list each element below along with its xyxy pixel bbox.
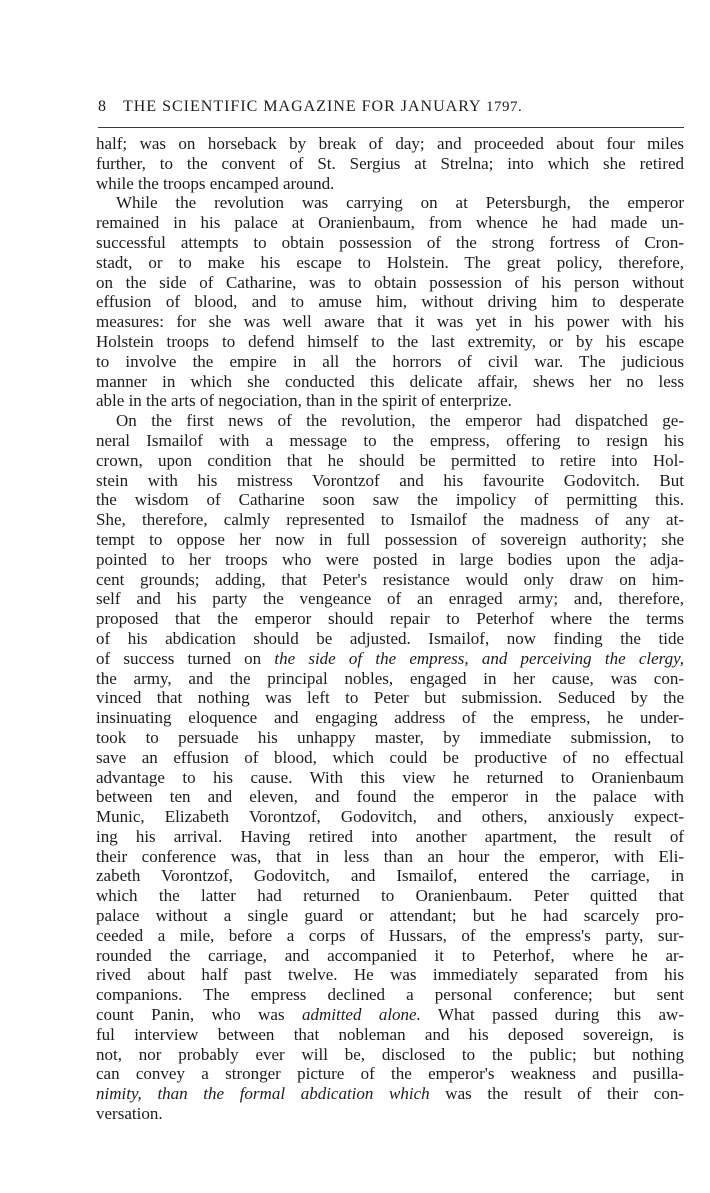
text-segment: measures: for she was well aware that it was yet in his power with his — [96, 312, 684, 332]
text-segment: not, nor probably ever will be, disclosed to the public; but nothing — [96, 1044, 684, 1064]
text-segment: self and his party the vengeance of an enraged army; and, therefore, — [96, 589, 684, 609]
text-line — [96, 312, 684, 332]
text-line — [96, 292, 684, 312]
text-line — [96, 1084, 684, 1104]
text-line — [96, 1005, 684, 1025]
text-segment: their conference was, that in less than an hour the emperor, with Eli- — [96, 846, 684, 866]
page-number: 8 — [98, 98, 107, 115]
text-line — [96, 708, 684, 728]
text-segment: the army, and the principal nobles, engaged in her cause, was con- — [96, 668, 684, 688]
text-segment: of success turned on — [96, 648, 275, 668]
text-segment: between ten and eleven, and found the emperor in the palace with — [96, 787, 684, 807]
text-line — [96, 926, 684, 946]
text-segment: successful attempts to obtain possession of the strong fortress of Cron- — [96, 232, 684, 252]
text-segment: the wisdom of Catharine soon saw the impolicy of permitting this. — [96, 490, 684, 510]
text-line — [96, 866, 684, 886]
text-segment: ceeded a mile, before a corps of Hussars, of the empress's party, sur- — [96, 925, 684, 945]
text-line — [96, 1045, 684, 1065]
magazine-title: THE SCIENTIFIC MAGAZINE FOR JANUARY — [123, 98, 481, 115]
text-line — [96, 253, 684, 273]
text-segment: manner in which she conducted this delicate affair, shews her no less — [96, 371, 684, 391]
text-segment: zabeth Vorontzof, Godovitch, and Ismailof, entered the carriage, in — [96, 866, 684, 886]
text-segment: remained in his palace at Oranienbaum, from whence he had made un- — [96, 213, 684, 233]
text-segment: further, to the convent of St. Sergius at Strelna; into which she retired — [96, 153, 684, 173]
text-segment: took to persuade his unhappy master, by immediate submission, to — [96, 727, 684, 747]
text-segment: tempt to oppose her now in full possession of sovereign authority; she — [96, 529, 684, 549]
text-line — [96, 273, 684, 293]
text-segment: versation. — [96, 1104, 163, 1124]
text-line — [96, 352, 684, 372]
text-line — [96, 807, 684, 827]
text-segment: What passed during this aw- — [420, 1005, 684, 1025]
text-line — [96, 946, 684, 966]
text-segment: of his abdication should be adjusted. Ismailof, now finding the tide — [96, 628, 684, 648]
text-line — [96, 431, 684, 451]
header-rule — [98, 127, 684, 128]
text-line — [96, 1064, 684, 1084]
text-line — [96, 372, 684, 392]
text-line — [96, 787, 684, 807]
text-line — [96, 233, 684, 253]
text-segment: On the first news of the revolution, the emperor had dispatched ge- — [116, 411, 684, 431]
text-segment: vinced that nothing was left to Peter but submission. Seduced by the — [96, 688, 684, 708]
text-line — [96, 609, 684, 629]
text-segment: count Panin, who was — [96, 1005, 302, 1025]
italic-segment: admitted alone. — [301, 1005, 421, 1025]
text-line — [96, 471, 684, 491]
text-segment: proposed that the emperor should repair to Peterhof where the terms — [96, 609, 684, 629]
text-segment: ing his arrival. Having retired into another apartment, the result of — [96, 826, 684, 846]
text-line — [96, 906, 684, 926]
text-line — [96, 570, 684, 590]
text-line — [96, 847, 684, 867]
text-segment: stein with his mistress Vorontzof and his favourite Godovitch. But — [96, 470, 684, 490]
text-segment: ful interview between that nobleman and his deposed sovereign, is — [96, 1024, 684, 1044]
text-line — [96, 411, 684, 431]
text-line — [96, 629, 684, 649]
text-line — [96, 530, 684, 550]
text-line — [96, 213, 684, 233]
text-segment: save an effusion of blood, which could be productive of no effectual — [96, 747, 684, 767]
text-segment: advantage to his cause. With this view he returned to Oranienbaum — [96, 767, 684, 787]
text-line — [96, 134, 684, 154]
text-segment: stadt, or to make his escape to Holstein. The great policy, therefore, — [96, 252, 684, 272]
text-line — [96, 451, 684, 471]
text-line — [96, 669, 684, 689]
text-segment: can convey a stronger picture of the emperor's weakness and pusilla- — [96, 1064, 684, 1084]
page — [88, 96, 684, 1124]
text-segment: which the latter had returned to Oranienbaum. Peter quitted that — [96, 886, 684, 906]
text-segment: Munic, Elizabeth Vorontzof, Godovitch, and others, anxiously expect- — [96, 807, 684, 827]
text-line — [96, 827, 684, 847]
text-segment: neral Ismailof with a message to the empress, offering to resign his — [96, 430, 684, 450]
text-segment: palace without a single guard or attendant; but he had scarcely pro- — [96, 906, 684, 926]
text-segment: able in the arts of negociation, than in the spirit of enterprize. — [96, 391, 512, 411]
italic-segment: the side of the empress, and perceiving the clergy, — [274, 648, 684, 668]
text-segment: effusion of blood, and to amuse him, without driving him to desperate — [96, 292, 684, 312]
text-line — [96, 1104, 684, 1124]
text-segment: Holstein troops to defend himself to the last extremity, or by his escape — [96, 331, 684, 351]
text-segment: to involve the empire in all the horrors of civil war. The judicious — [96, 351, 684, 371]
text-line — [96, 332, 684, 352]
text-line — [96, 490, 684, 510]
text-segment: pointed to her troops who were posted in large bodies upon the adja- — [96, 549, 684, 569]
italic-segment: nimity, than the formal abdication which — [96, 1084, 430, 1104]
text-line — [96, 550, 684, 570]
text-line — [96, 174, 684, 194]
text-line — [96, 510, 684, 530]
text-segment: rived about half past twelve. He was immediately separated from his — [96, 965, 684, 985]
running-head — [88, 96, 684, 118]
text-line — [96, 391, 684, 411]
text-line — [96, 965, 684, 985]
text-line — [96, 193, 684, 213]
text-line — [96, 728, 684, 748]
text-line — [96, 1025, 684, 1045]
text-segment: companions. The empress declined a personal conference; but sent — [96, 985, 684, 1005]
text-segment: crown, upon condition that he should be permitted to retire into Hol- — [96, 450, 684, 470]
text-line — [96, 768, 684, 788]
text-segment: insinuating eloquence and engaging address of the empress, he under- — [96, 708, 684, 728]
text-segment: rounded the carriage, and accompanied it to Peterhof, where he ar- — [96, 945, 684, 965]
text-line — [96, 589, 684, 609]
text-line — [96, 748, 684, 768]
text-line — [96, 985, 684, 1005]
issue-year: 1797. — [485, 99, 523, 115]
text-line — [96, 154, 684, 174]
text-line — [96, 886, 684, 906]
text-line — [96, 649, 684, 669]
text-segment: She, therefore, calmly represented to Ismailof the madness of any at- — [96, 510, 684, 530]
text-segment: was the result of their con- — [429, 1084, 684, 1104]
running-title — [123, 98, 522, 116]
text-segment: while the troops encamped around. — [96, 173, 335, 193]
text-line — [96, 688, 684, 708]
text-segment: half; was on horseback by break of day; and proceeded about four miles — [96, 134, 684, 153]
text-segment: on the side of Catharine, was to obtain possession of his person without — [96, 272, 684, 292]
article-body — [96, 134, 684, 1124]
text-segment: While the revolution was carrying on at Petersburgh, the emperor — [116, 193, 684, 213]
text-segment: cent grounds; adding, that Peter's resistance would only draw on him- — [96, 569, 684, 589]
